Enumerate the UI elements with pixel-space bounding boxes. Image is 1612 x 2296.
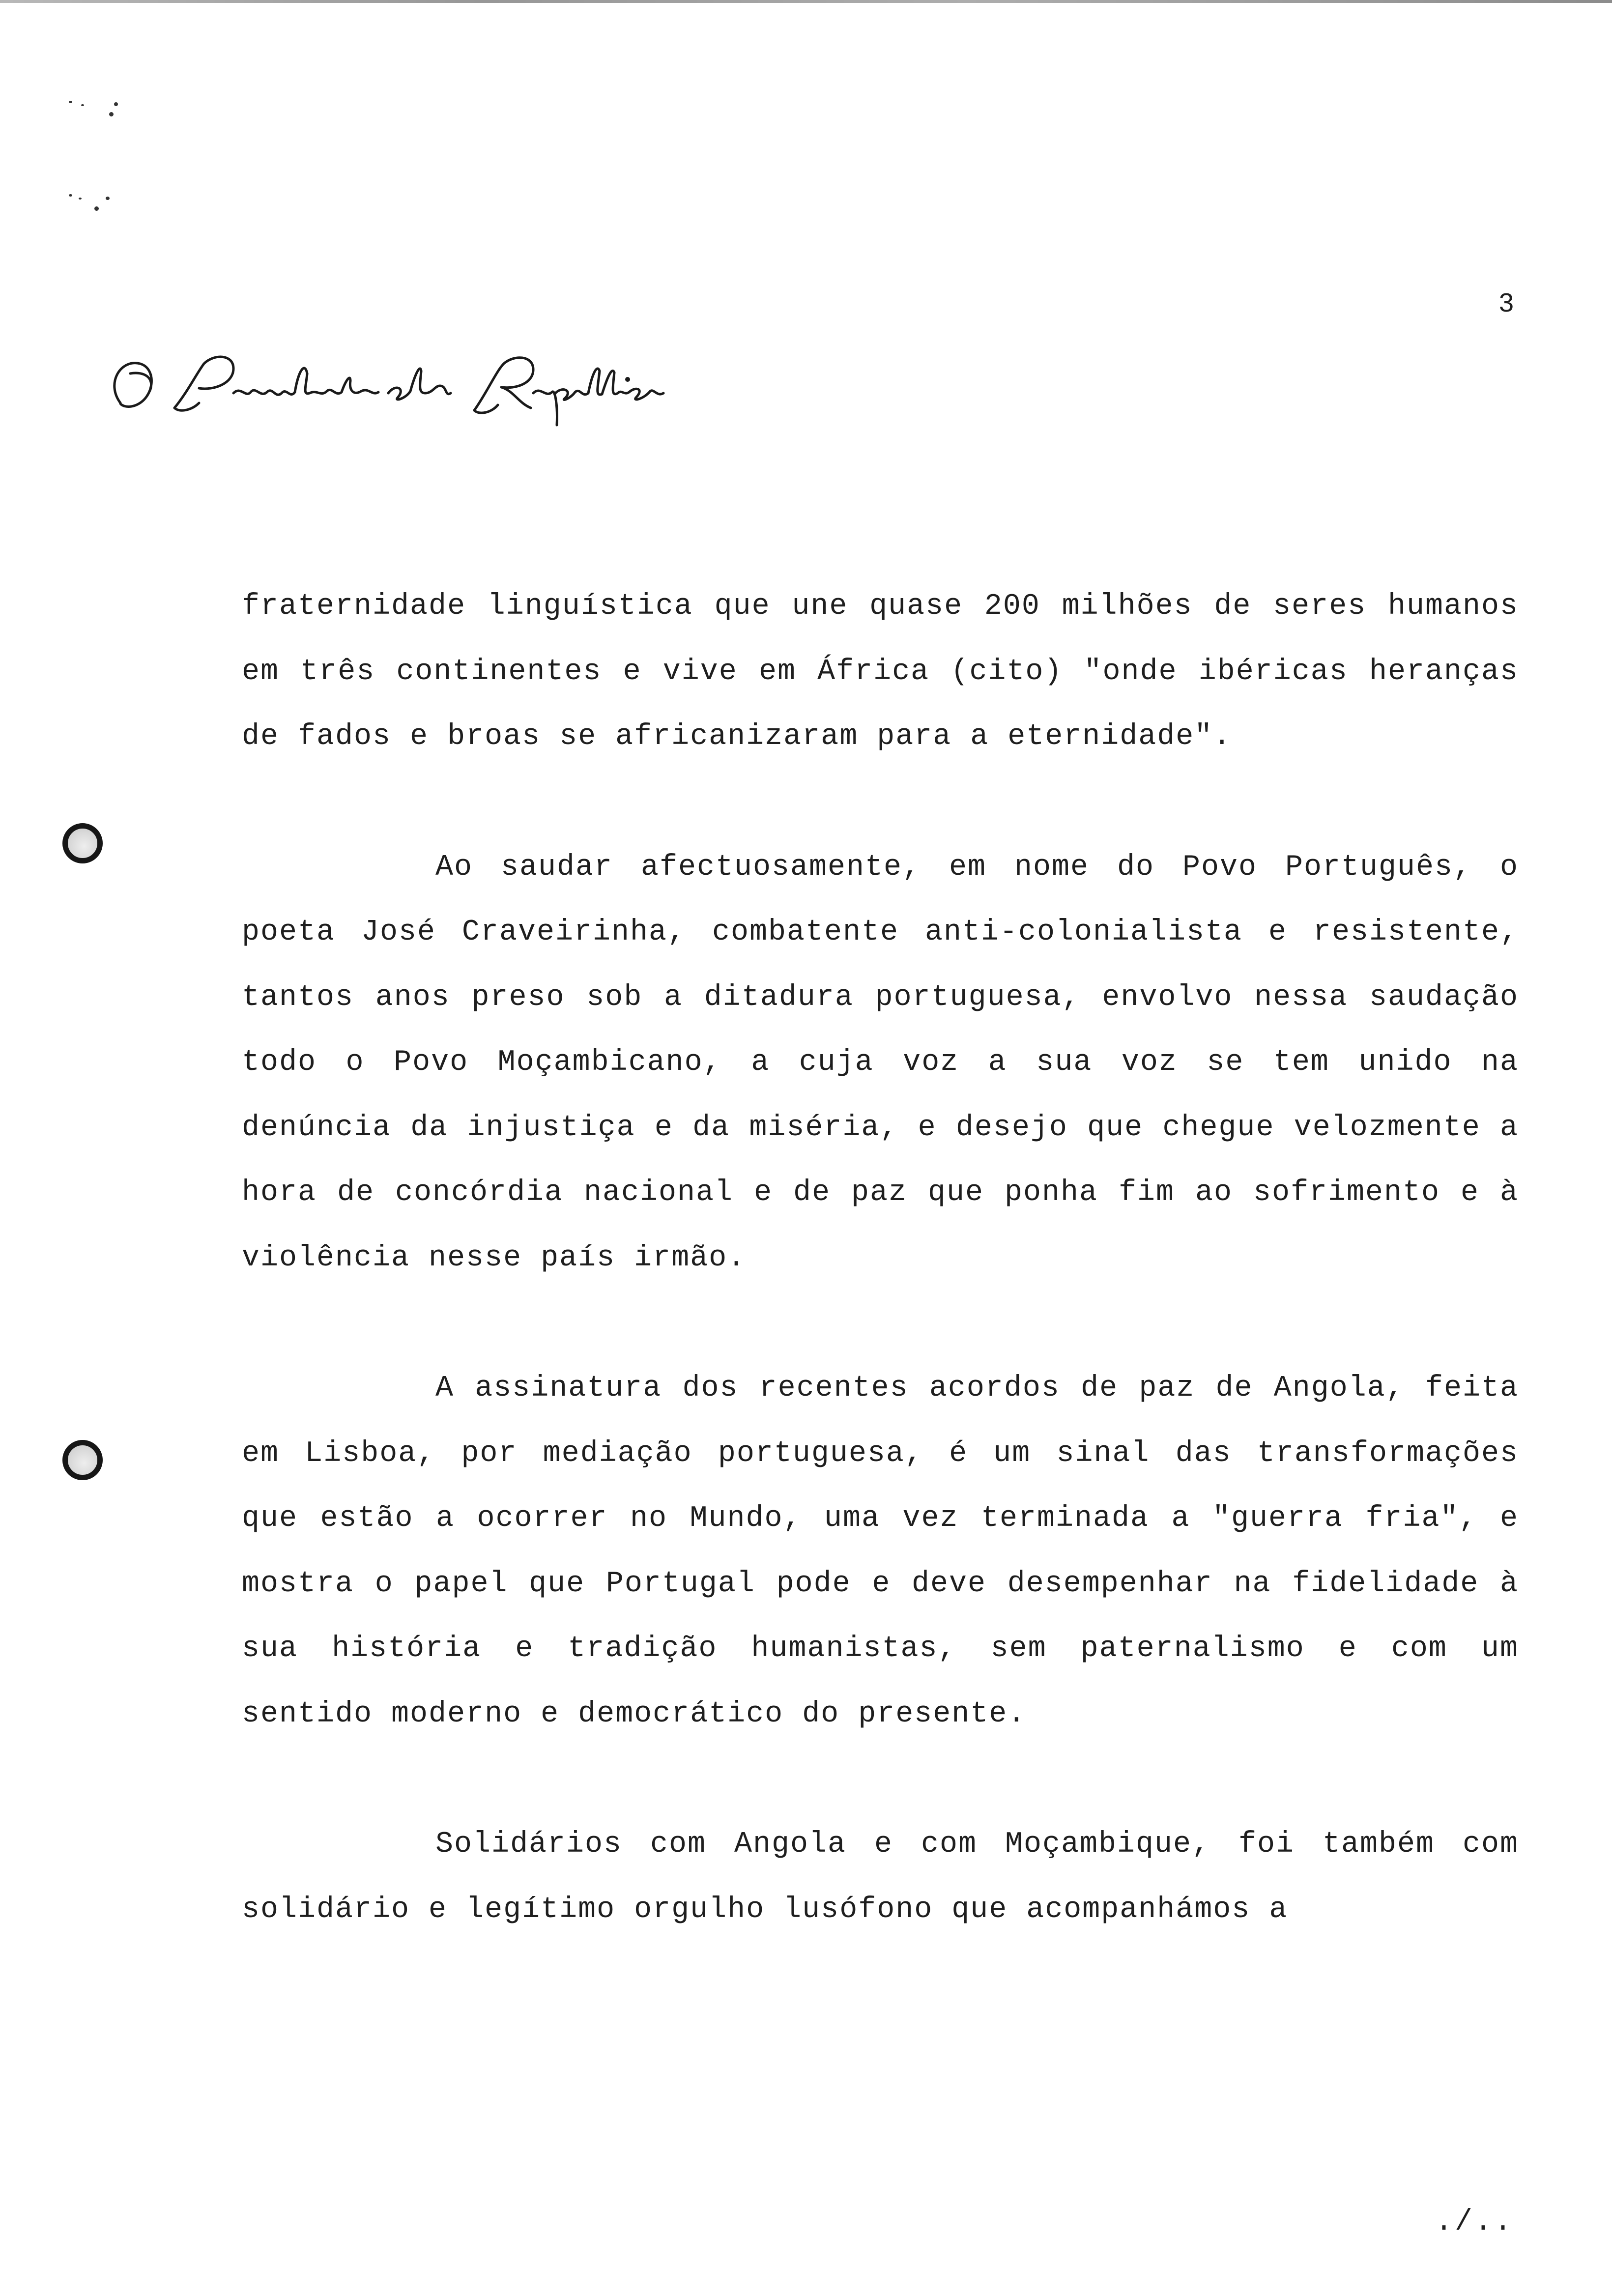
paragraph-1: fraternidade linguística que une quase 200 milhões de seres humanos em três continentes e vive em África (cito) "onde ibéricas heranças de fados e broas se africanizaram para a eternidade". bbox=[242, 590, 1519, 753]
scan-speck bbox=[106, 197, 110, 200]
letterhead-signature bbox=[101, 344, 681, 432]
letter-body bbox=[242, 574, 1519, 2008]
punch-hole-upper bbox=[62, 823, 103, 863]
paragraph-4: Solidários com Angola e com Moçambique, foi também com solidário e legítimo orgulho lusófono que acompanhámos a bbox=[242, 1828, 1519, 1926]
scan-speck bbox=[114, 102, 118, 106]
scan-speck bbox=[79, 198, 82, 200]
punch-hole-lower bbox=[62, 1440, 103, 1480]
scan-speck bbox=[69, 194, 72, 197]
scan-top-edge bbox=[0, 0, 1612, 3]
scan-speck bbox=[69, 101, 72, 103]
scan-speck bbox=[81, 104, 84, 106]
continuation-mark: ./.. bbox=[1435, 2206, 1514, 2239]
scan-speck bbox=[94, 206, 99, 211]
scan-speck bbox=[109, 112, 114, 116]
letterhead-script-image bbox=[101, 344, 681, 432]
paragraph-3: A assinatura dos recentes acordos de paz de Angola, feita em Lisboa, por mediação portuguesa, é um sinal das transformações que estão a ocorrer no Mundo, uma vez terminada a "guerra fria", e mostra o papel que Portugal pode e deve desempenhar na fidelidade à sua história e tradição humanistas, sem paternalismo e com um sentido moderno e democrático do presente. bbox=[242, 1372, 1519, 1731]
paragraph-2: Ao saudar afectuosamente, em nome do Povo Português, o poeta José Craveirinha, combatente anti-colonialista e resistente, tantos anos preso sob a ditadura portuguesa, envolvo nessa saudação todo o Povo Moçambicano, a cuja voz a sua voz se tem unido na denúncia da injustiça e da miséria, e desejo que chegue velozmente a hora de concórdia nacional e de paz que ponha fim ao sofrimento e à violência nesse país irmão. bbox=[242, 850, 1519, 1275]
page-number: 3 bbox=[1498, 288, 1514, 317]
